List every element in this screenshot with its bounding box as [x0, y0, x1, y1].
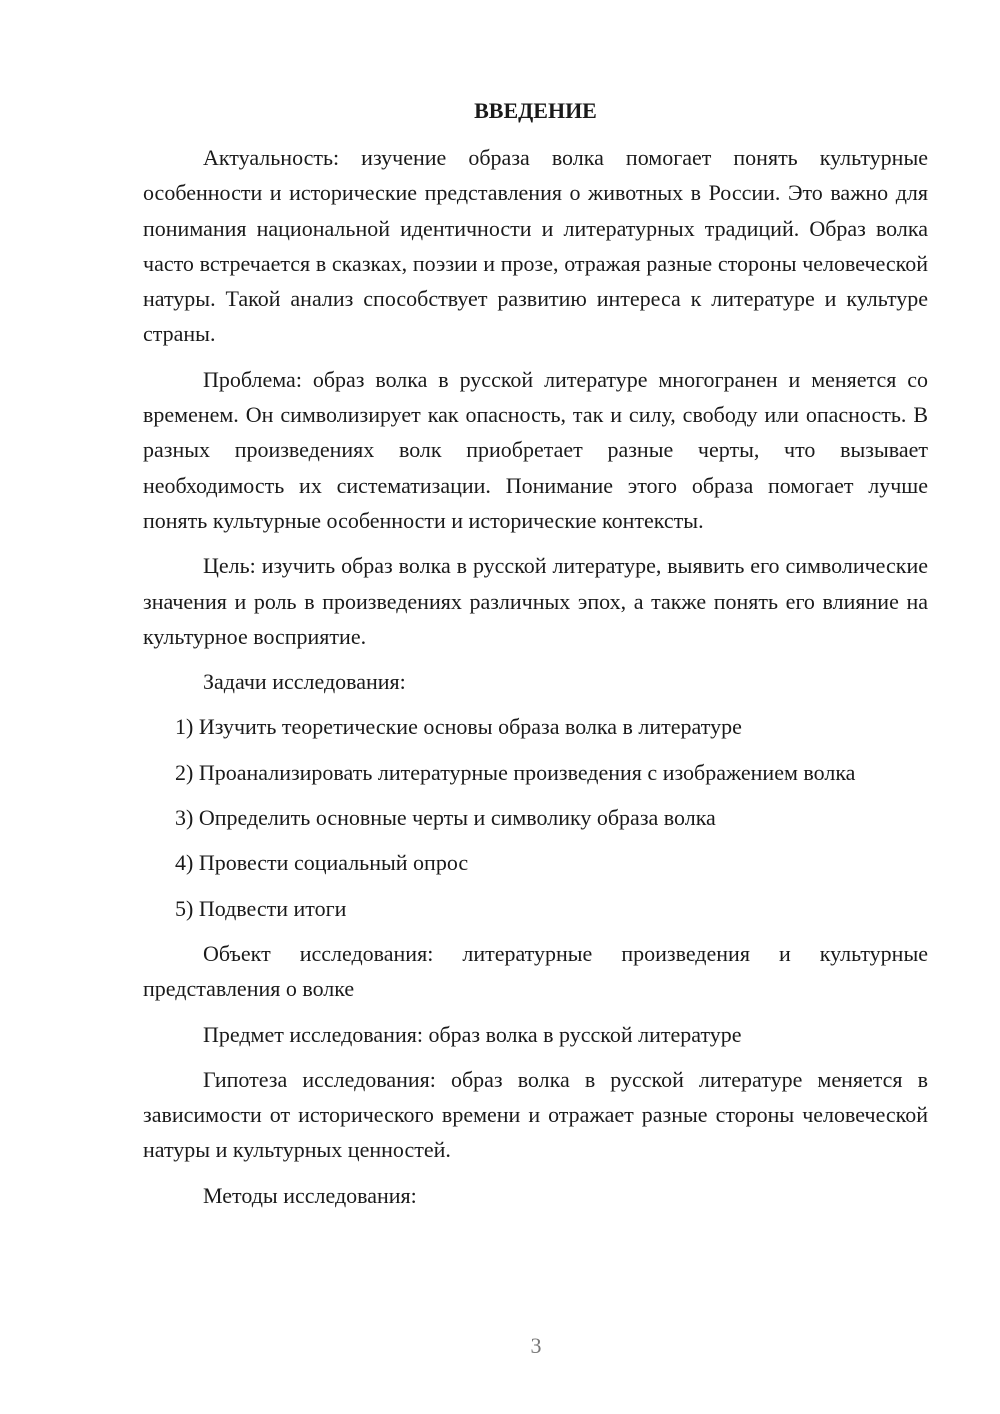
tasks-heading: Задачи исследования:: [203, 669, 406, 695]
task-item-1: 1) Изучить теоретические основы образа волка в литературе: [175, 714, 742, 740]
page-number: 3: [530, 1333, 542, 1358]
task-item-2: 2) Проанализировать литературные произведения с изображением волка: [175, 759, 856, 785]
problem-paragraph: Проблема: образ волка в русской литературе многогранен и меняется со временем. Он символизирует как опасность, так и силу, свободу или опасность. В разных произведениях волк приобретает разные черты, что вызывает необходимость их систематизации. Понимание этого образа помогает лучше понять культурные особенности и исторические контексты.: [143, 366, 928, 533]
methods-heading: Методы исследования:: [203, 1182, 417, 1208]
hypothesis-paragraph: Гипотеза исследования: образ волка в русской литературе меняется в зависимости от исторического времени и отражает разные стороны человеческой натуры и культурных ценностей.: [143, 1066, 928, 1163]
goal-paragraph: Цель: изучить образ волка в русской литературе, выявить его символические значения и роль в произведениях различных эпох, а также понять его влияние на культурное восприятие.: [143, 553, 928, 649]
subject-paragraph: Предмет исследования: образ волка в русской литературе: [203, 1021, 742, 1047]
section-heading: ВВЕДЕНИЕ: [474, 98, 597, 123]
document-body: [143, 96, 928, 1223]
object-paragraph: Объект исследования: литературные произведения и культурные представления о волке: [143, 940, 928, 1002]
task-item-5: 5) Подвести итоги: [175, 895, 347, 921]
relevance-paragraph: Актуальность: изучение образа волка помогает понять культурные особенности и исторические представления о животных в России. Это важно для понимания национальной идентичности и литературных традиций. Образ волка часто встречается в сказках, поэзии и прозе, отражая разные стороны человеческой натуры. Такой анализ способствует развитию интереса к литературе и культуре страны.: [143, 145, 928, 347]
task-item-3: 3) Определить основные черты и символику образа волка: [175, 805, 716, 831]
task-item-4: 4) Провести социальный опрос: [175, 850, 469, 876]
